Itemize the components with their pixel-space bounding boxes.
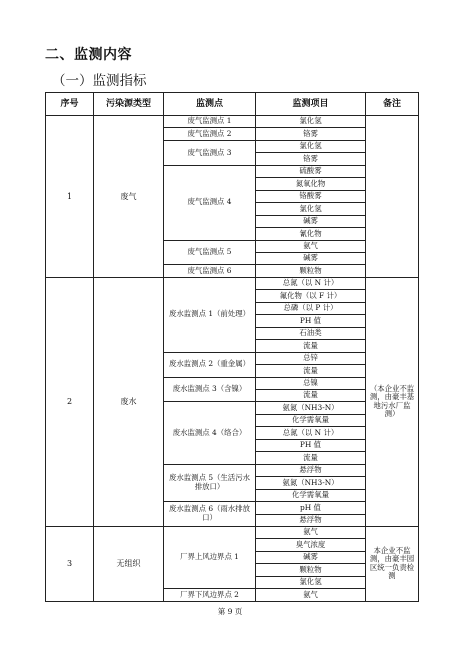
monitoring-item: 总氮（以 N 计） <box>256 427 366 439</box>
monitoring-item: 石油类 <box>256 327 366 339</box>
pollution-type: 无组织 <box>94 526 164 601</box>
table-header-row <box>46 93 419 116</box>
monitoring-item: 硫酸雾 <box>256 165 366 177</box>
monitoring-item: 氟化物（以 F 计） <box>256 290 366 302</box>
page-footer: 第 9 页 <box>217 607 243 616</box>
monitoring-item: 氯化氢 <box>256 140 366 152</box>
monitoring-item: 颗粒物 <box>256 564 366 576</box>
monitoring-item: PH 值 <box>256 439 366 451</box>
monitoring-item: 氯化氢 <box>256 576 366 588</box>
monitoring-point: 废水监测点 3（含镍） <box>164 377 256 402</box>
monitoring-point: 废水监测点 5（生活污水排放口） <box>164 464 256 501</box>
monitoring-item: 铬雾 <box>256 153 366 165</box>
monitoring-item: PH 值 <box>256 315 366 327</box>
row-number: 2 <box>46 277 94 526</box>
monitoring-point: 废水监测点 6（雨水排放口） <box>164 502 256 527</box>
monitoring-item: 氨气 <box>256 589 366 602</box>
monitoring-item: 流量 <box>256 452 366 464</box>
monitoring-item: 氨氮（NH3-N） <box>256 477 366 489</box>
monitoring-item: 悬浮物 <box>256 514 366 526</box>
monitoring-item: 臭气浓度 <box>256 539 366 551</box>
monitoring-point: 废水监测点 4（络合） <box>164 402 256 464</box>
table-body <box>46 116 419 602</box>
monitoring-item: 碱雾 <box>256 215 366 227</box>
monitoring-item: 铬酸雾 <box>256 190 366 202</box>
monitoring-point: 废气监测点 4 <box>164 165 256 240</box>
pollution-type: 废水 <box>94 277 164 526</box>
row-number: 3 <box>46 526 94 601</box>
monitoring-item: 流量 <box>256 389 366 401</box>
monitoring-item: 碱雾 <box>256 252 366 264</box>
remark: （本企业不监测，由豪丰基地污水厂监测） <box>366 277 419 526</box>
subsection-heading: （一）监测指标 <box>52 73 147 89</box>
pollution-type: 废气 <box>94 116 164 278</box>
monitoring-point: 厂界下风边界点 2 <box>164 589 256 602</box>
remark <box>366 116 419 278</box>
table-row <box>46 526 419 538</box>
monitoring-item: 氨气 <box>256 240 366 252</box>
monitoring-point: 废气监测点 5 <box>164 240 256 265</box>
monitoring-item: 氯化氢 <box>256 203 366 215</box>
monitoring-item: 化学需氧量 <box>256 414 366 426</box>
monitoring-item: 氨气 <box>256 526 366 538</box>
monitoring-item: pH 值 <box>256 502 366 514</box>
monitoring-point: 厂界上风边界点 1 <box>164 526 256 588</box>
monitoring-item: 氨氮（NH3-N） <box>256 402 366 414</box>
monitoring-item: 氰化物 <box>256 228 366 240</box>
monitoring-point: 废水监测点 2（重金属） <box>164 352 256 377</box>
monitoring-item: 总锌 <box>256 352 366 364</box>
monitoring-point: 废气监测点 1 <box>164 116 256 128</box>
remark: 本企业不监测，由豪丰园区统一负责检测 <box>366 526 419 601</box>
monitoring-item: 氮氧化物 <box>256 178 366 190</box>
monitoring-item: 铬雾 <box>256 128 366 140</box>
monitoring-table <box>45 92 419 602</box>
monitoring-item: 颗粒物 <box>256 265 366 277</box>
monitoring-item: 碱雾 <box>256 551 366 563</box>
monitoring-item: 总磷（以 P 计） <box>256 302 366 314</box>
table-row <box>46 116 419 128</box>
header-remark: 备注 <box>366 93 419 116</box>
header-no: 序号 <box>46 93 94 116</box>
section-heading: 二、监测内容 <box>45 47 132 63</box>
monitoring-point: 废气监测点 3 <box>164 140 256 165</box>
row-number: 1 <box>46 116 94 278</box>
header-item: 监测项目 <box>256 93 366 116</box>
monitoring-point: 废气监测点 6 <box>164 265 256 277</box>
monitoring-item: 流量 <box>256 340 366 352</box>
monitoring-item: 化学需氧量 <box>256 489 366 501</box>
header-type: 污染源类型 <box>94 93 164 116</box>
monitoring-item: 氯化氢 <box>256 116 366 128</box>
monitoring-item: 悬浮物 <box>256 464 366 476</box>
monitoring-item: 流量 <box>256 365 366 377</box>
header-point: 监测点 <box>164 93 256 116</box>
monitoring-item: 总镍 <box>256 377 366 389</box>
table-row <box>46 277 419 289</box>
monitoring-item: 总氮（以 N 计） <box>256 277 366 289</box>
monitoring-point: 废水监测点 1（前处理） <box>164 277 256 352</box>
monitoring-point: 废气监测点 2 <box>164 128 256 140</box>
